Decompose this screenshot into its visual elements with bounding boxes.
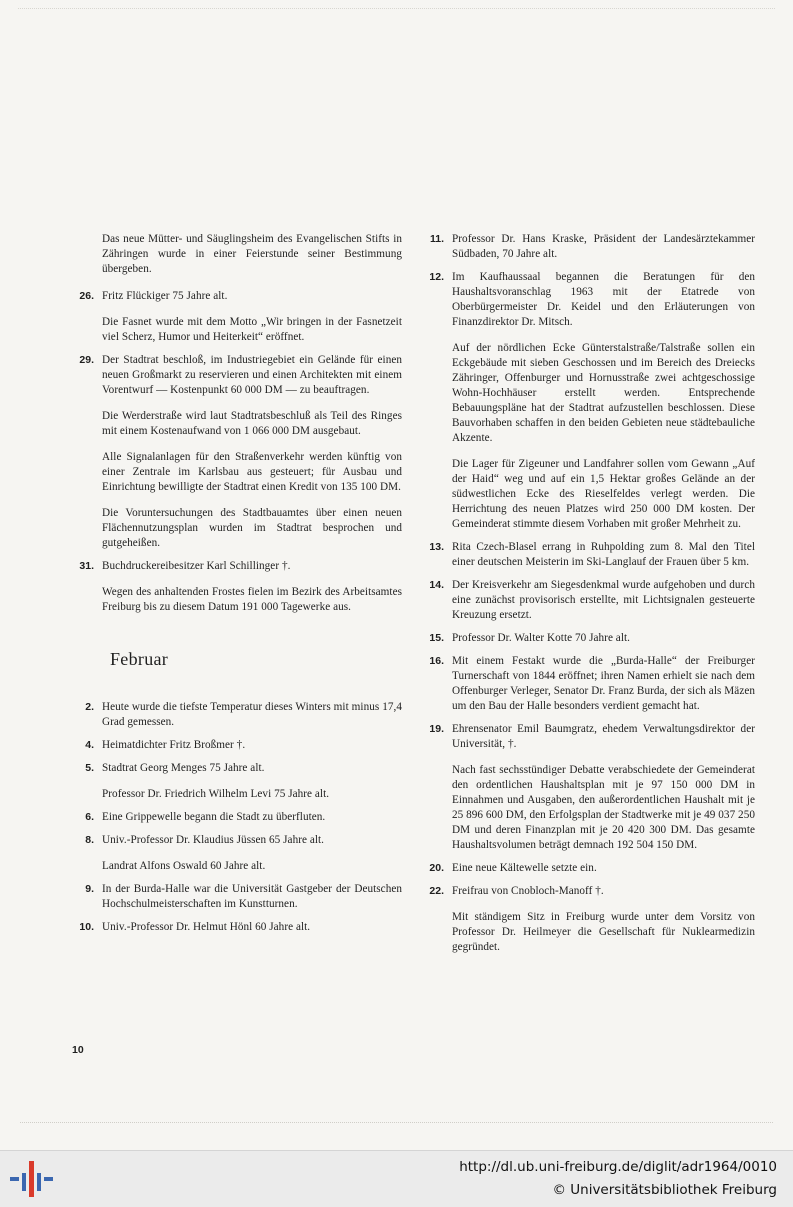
entry-item [70, 738, 402, 753]
entry-item [420, 270, 755, 532]
entry-item [420, 631, 755, 646]
entry-paragraph: Ehrensenator Emil Baumgratz, ehedem Verwaltungsdirektor der Universität, †. [452, 723, 755, 750]
entry-paragraph: Fritz Flückiger 75 Jahre alt. [102, 290, 228, 302]
right-column [420, 232, 755, 963]
entry-day: 13. [429, 541, 444, 553]
entry-paragraph: Professor Dr. Friedrich Wilhelm Levi 75 Jahre alt. [102, 788, 330, 800]
entry-item [420, 654, 755, 714]
entry-paragraph: Der Stadtrat beschloß, im Industriegebiet ein Gelände für einen neuen Großmarkt zu reservieren und einen Architekten mit einem Vorentwurf — Kostenpunkt 60 000 DM — zu beauftragen. [102, 354, 402, 396]
entry-day: 16. [429, 655, 444, 667]
entry-paragraph: Die Fasnet wurde mit dem Motto „Wir bringen in der Fasnetzeit viel Scherz, Humor und Heiterkeit“ eröffnet. [102, 316, 402, 343]
entry-day: 9. [85, 883, 94, 895]
footer-url-link[interactable]: http://dl.ub.uni-freiburg.de/diglit/adr1964/0010 [459, 1159, 777, 1175]
entry-paragraph: Im Kaufhaussaal begannen die Beratungen für den Haushaltsvoranschlag 1963 mit der Etatrede von Oberbürgermeister Dr. Keidel und den Erläuterungen von Finanzdirektor Dr. Mitsch. [452, 271, 755, 328]
entry-item [420, 232, 755, 262]
entry-day: 4. [85, 739, 94, 751]
entry-item [70, 920, 402, 935]
entry-paragraph: Stadtrat Georg Menges 75 Jahre alt. [102, 762, 265, 774]
scan-edge-bottom [20, 1122, 773, 1124]
entry-day: 8. [85, 834, 94, 846]
scan-edge-top [18, 8, 775, 10]
entry-item [420, 578, 755, 623]
entry-paragraph: Professor Dr. Walter Kotte 70 Jahre alt. [452, 632, 630, 644]
entry-paragraph: Die Lager für Zigeuner und Landfahrer sollen vom Gewann „Auf der Haid“ weg und auf ein 1,5 Hektar großes Gelände an der südwestlichen Ecke des Rieselfeldes verlegt werden. Die Herrichtung des neuen Platzes wird 250 000 DM kosten. Der Gemeinderat stimmte diesem Vorhaben mit großer Mehrheit zu. [452, 458, 755, 530]
entry-item [70, 700, 402, 730]
february-entries-continued [420, 232, 755, 955]
entry-paragraph: Eine neue Kältewelle setzte ein. [452, 862, 597, 874]
entry-item [70, 289, 402, 345]
entry-day: 22. [429, 885, 444, 897]
entry-day: 29. [79, 354, 94, 366]
entry-paragraph: Wegen des anhaltenden Frostes fielen im Bezirk des Arbeitsamtes Freiburg bis zu diesem Datum 191 000 Tagewerke aus. [102, 586, 402, 613]
entry-day: 11. [429, 233, 444, 245]
entry-item [70, 353, 402, 551]
entry-day: 20. [429, 862, 444, 874]
entry-item [70, 559, 402, 615]
entry-paragraph: Freifrau von Cnobloch-Manoff †. [452, 885, 604, 897]
entry-item [70, 833, 402, 874]
entry-paragraph: Rita Czech-Blasel errang in Ruhpolding zum 8. Mal den Titel einer deutschen Meisterin im Ski-Langlauf der Frauen über 5 km. [452, 541, 755, 568]
ub-freiburg-logo-icon [10, 1159, 54, 1199]
entry-paragraph: Professor Dr. Hans Kraske, Präsident der Landesärztekammer Südbaden, 70 Jahre alt. [452, 233, 755, 260]
entry-paragraph: Der Kreisverkehr am Siegesdenkmal wurde aufgehoben und durch eine zunächst provisorisch erstellte, mit Lichtsignalen gesteuerte Kreuzung ersetzt. [452, 579, 755, 621]
february-entries [70, 700, 402, 935]
entry-item [420, 540, 755, 570]
month-heading: Februar [110, 649, 169, 669]
page-number: 10 [72, 1044, 84, 1056]
continuation-text: Das neue Mütter- und Säuglingsheim des Evangelischen Stifts in Zähringen wurde in einer Feierstunde seiner Bestimmung übergeben. [102, 233, 402, 275]
entry-paragraph: Auf der nördlichen Ecke Günterstalstraße/Talstraße sollen ein Eckgebäude mit sieben Geschossen und im Bereich des Dreiecks Zähringer, Offenburger und Hornusstraße zwei achtgeschossige Wohn-Hochhäuser erstellt werden. Entsprechende Bebauungspläne hat der Stadtrat aufzustellen beschlossen. Diese Bauvorhaben schaffen in den beiden Gebieten neue städtebauliche Akzente. [452, 342, 755, 444]
entry-paragraph: Landrat Alfons Oswald 60 Jahre alt. [102, 860, 266, 872]
entry-day: 5. [85, 762, 94, 774]
entry-item [420, 884, 755, 955]
january-entries [70, 289, 402, 615]
entry-paragraph: Mit einem Festakt wurde die „Burda-Halle“ der Freiburger Turnerschaft von 1844 eröffnet; ihren Namen erhielt sie nach dem Offenburger Verleger, Senator Dr. Franz Burda, der sich als Mäzen um den Bau der Halle besonders verdient gemacht hat. [452, 655, 755, 712]
entry-day: 26. [79, 290, 94, 302]
entry-item [420, 861, 755, 876]
entry-item [420, 722, 755, 853]
entry-paragraph: Nach fast sechsstündiger Debatte verabschiedete der Gemeinderat den ordentlichen Haushaltsplan mit je 97 150 000 DM in Einnahmen und Ausgaben, den außerordentlichen Haushalt mit je 25 896 600 DM, den Erfolgsplan der Stadtwerke mit je 49 037 250 DM und deren Finanzplan mit je 20 420 300 DM. Das gesamte Haushaltsvolumen beträgt demnach 192 504 150 DM. [452, 764, 755, 851]
entry-day: 12. [429, 271, 444, 283]
entry-day: 10. [79, 921, 94, 933]
left-column [70, 232, 402, 943]
entry-day: 14. [429, 579, 444, 591]
entry-day: 19. [429, 723, 444, 735]
entry-paragraph: Buchdruckereibesitzer Karl Schillinger †. [102, 560, 291, 572]
footer-credit: © Universitätsbibliothek Freiburg [552, 1182, 777, 1198]
entry-paragraph: Univ.-Professor Dr. Klaudius Jüssen 65 Jahre alt. [102, 834, 325, 846]
entry-item [70, 882, 402, 912]
entry-paragraph: In der Burda-Halle war die Universität Gastgeber der Deutschen Hochschulmeisterschaften im Kunstturnen. [102, 883, 402, 910]
entry-paragraph: Mit ständigem Sitz in Freiburg wurde unter dem Vorsitz von Professor Dr. Heilmeyer die Gesellschaft für Nuklearmedizin gegründet. [452, 911, 755, 953]
entry-day: 31. [79, 560, 94, 572]
entry-day: 2. [85, 701, 94, 713]
entry-item [70, 761, 402, 802]
entry-paragraph: Univ.-Professor Dr. Helmut Hönl 60 Jahre alt. [102, 921, 311, 933]
entry-day: 15. [429, 632, 444, 644]
continuation-entry [70, 232, 402, 277]
entry-item [70, 810, 402, 825]
entry-day: 6. [85, 811, 94, 823]
entry-paragraph: Die Voruntersuchungen des Stadtbauamtes über einen neuen Flächennutzungsplan wurden im Stadtrat besprochen und gutgeheißen. [102, 507, 402, 549]
entry-paragraph: Heute wurde die tiefste Temperatur dieses Winters mit minus 17,4 Grad gemessen. [102, 701, 402, 728]
entry-paragraph: Die Werderstraße wird laut Stadtratsbeschluß als Teil des Ringes mit einem Kostenaufwand von 1 066 000 DM ausgebaut. [102, 410, 402, 437]
entry-paragraph: Eine Grippewelle begann die Stadt zu überfluten. [102, 811, 326, 823]
entry-paragraph: Heimatdichter Fritz Broßmer †. [102, 739, 246, 751]
footer-bar [0, 1150, 793, 1207]
entry-paragraph: Alle Signalanlagen für den Straßenverkehr werden künftig von einer Zentrale im Karlsbau aus gesteuert; für Ausbau und Einrichtung bewilligte der Stadtrat einen Kredit von 135 100 DM. [102, 451, 402, 493]
